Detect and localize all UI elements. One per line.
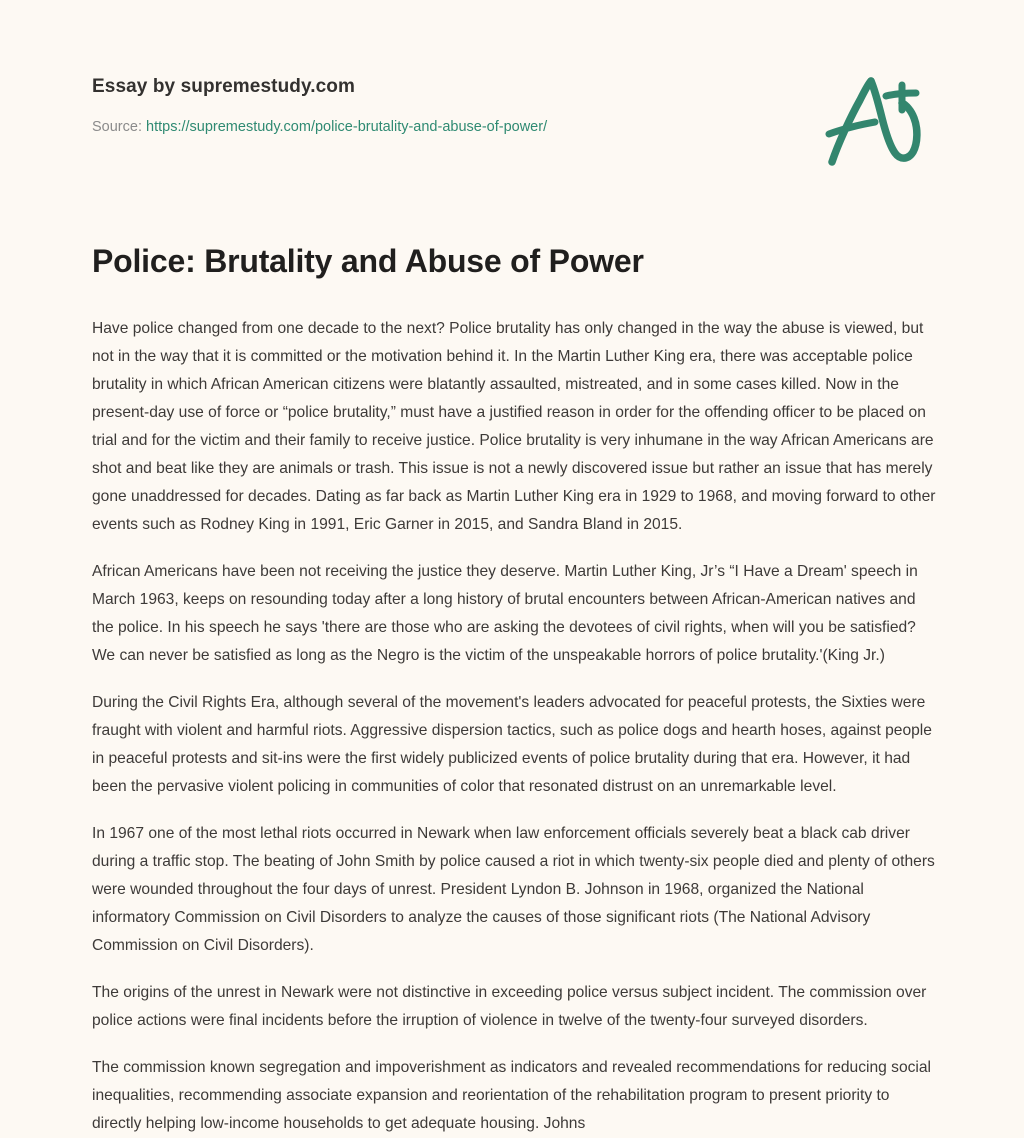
essay-byline: Essay by supremestudy.com [92,76,355,97]
paragraph: In 1967 one of the most lethal riots occurred in Newark when law enforcement officials severely beat a black cab driver during a traffic stop. The beating of John Smith by police caused a riot in which twenty-six people died and plenty of others were wounded throughout the four days of unrest. President Lyndon B. Johnson in 1968, organized the National informatory Commission on Civil Disorders to analyze the causes of those significant riots (The National Advisory Commission on Civil Disorders). [92,825,935,954]
a-plus-logo-icon [812,72,928,172]
paragraph: During the Civil Rights Era, although several of the movement's leaders advocated for peaceful protests, the Sixties were fraught with violent and harmful riots. Aggressive dispersion tactics, such as police dogs and hearth hoses, against people in peaceful protests and sit-ins were the first widely publicized events of police brutality during that era. However, it had been the pervasive violent policing in communities of color that resonated distrust on an unremarkable level. [92,694,932,795]
document-header [0,0,1024,200]
paragraph: Have police changed from one decade to the next? Police brutality has only changed in the way the abuse is viewed, but not in the way that it is committed or the motivation behind it. In the Martin Luther King era, there was acceptable police brutality in which African American citizens were blatantly assaulted, mistreated, and in some cases killed. Now in the present-day use of force or “police brutality,” must have a justified reason in order for the offending officer to be placed on trial and for the victim and their family to receive justice. Police brutality is very inhumane in the way African Americans are shot and beat like they are animals or trash. This issue is not a newly discovered issue but rather an issue that has merely gone unaddressed for decades. Dating as far back as Martin Luther King era in 1929 to 1968, and moving forward to other events such as Rodney King in 1991, Eric Garner in 2015, and Sandra Bland in 2015. [92,320,936,533]
source-url-link[interactable]: https://supremestudy.com/police-brutality-and-abuse-of-power/ [146,119,548,135]
paragraph: The commission known segregation and impoverishment as indicators and revealed recommendations for reducing social inequalities, recommending associate expansion and reorientation of the rehabilitation program to present priority to directly helping low-income households to get adequate housing. Johns [92,1059,932,1132]
source-line [92,117,792,137]
a-plus-logo[interactable] [812,72,928,172]
article-body [92,315,938,1138]
paragraph: African Americans have been not receiving the justice they deserve. Martin Luther King, Jr’s “I Have a Dream' speech in March 1963, keeps on resounding today after a long history of brutal encounters between African-American natives and the police. In his speech he says 'there are those who are asking the devotees of civil rights, when will you be satisfied? We can never be satisfied as long as the Negro is the victim of the unspeakable horrors of police brutality.'(King Jr.) [92,563,918,664]
page-title: Police: Brutality and Abuse of Power [92,243,644,279]
paragraph: The origins of the unrest in Newark were not distinctive in exceeding police versus subject incident. The commission over police actions were final incidents before the irruption of violence in twelve of the twenty-four surveyed disorders. [92,984,927,1029]
header-text-block [92,74,792,137]
source-label: Source: [92,119,142,135]
article-container [92,240,938,1138]
